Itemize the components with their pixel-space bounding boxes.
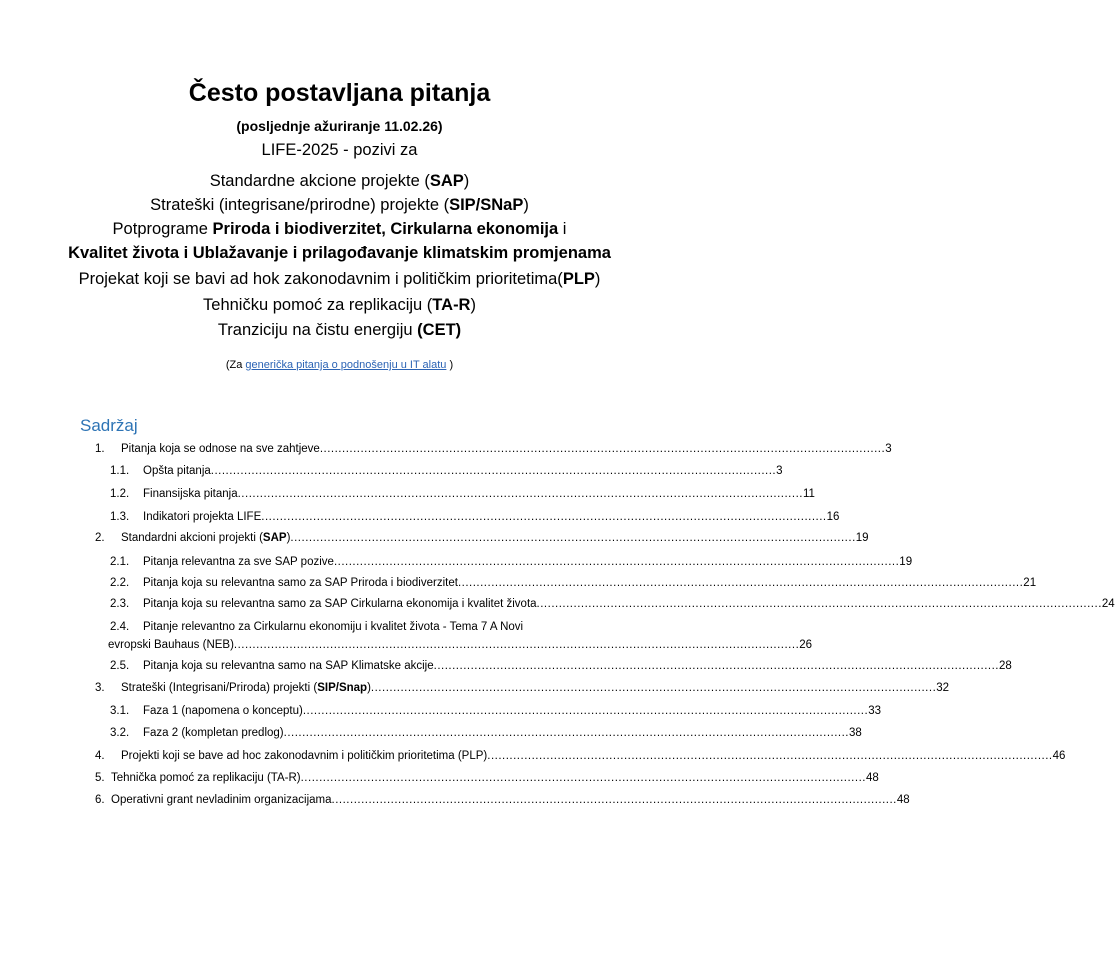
- toc-entry-page: 48: [896, 794, 910, 806]
- toc-entry-number: 1.3.: [110, 511, 130, 523]
- toc-entry[interactable]: [0, 488, 815, 506]
- toc-entry-label: Pitanja koja su relevantna samo na SAP Klimatske akcije: [143, 660, 434, 672]
- toc-entry-number: 2.: [95, 532, 105, 544]
- toc-entry-number: 2.1.: [110, 556, 130, 568]
- toc-entry[interactable]: [0, 772, 879, 790]
- toc-entry[interactable]: [0, 705, 881, 723]
- toc-leader: .........................................................................................................................................................: [319, 443, 886, 455]
- toc-entry-label: Faza 2 (kompletan predlog): [143, 727, 284, 739]
- toc-entry-number: 1.1.: [110, 465, 130, 477]
- toc-entry-label: Projekti koji se bave ad hoc zakonodavnim i političkim prioritetima (PLP): [121, 750, 488, 762]
- toc-entry[interactable]: [0, 682, 950, 700]
- toc-entry-number: 1.2.: [110, 488, 130, 500]
- toc-entry-label: Pitanja koja su relevantna samo za SAP Priroda i biodiverzitet: [143, 577, 458, 589]
- toc-entry-label: Pitanja koja su relevantna samo za SAP Cirkularna ekonomija i kvalitet života: [143, 598, 537, 610]
- toc-entry-label: Faza 1 (napomena o konceptu): [143, 705, 303, 717]
- call-line-plp: Projekat koji se bavi ad hok zakonodavnim i političkim prioritetima(PLP): [78, 270, 601, 288]
- toc-leader: .........................................................................................................................................................: [370, 682, 937, 694]
- toc-entry-label: Operativni grant nevladinim organizacijama: [111, 794, 332, 806]
- toc-entry-page: 33: [868, 705, 881, 717]
- call-line-ta-r: Tehničku pomoć za replikaciju (TA-R): [203, 296, 476, 314]
- toc-entry-number: 2.4.: [110, 621, 130, 633]
- toc-entry-label: Tehnička pomoć za replikaciju (TA-R): [111, 772, 301, 784]
- toc-entry-page: 28: [999, 660, 1012, 672]
- toc-entry-page: 32: [936, 682, 950, 694]
- it-tool-faq-link[interactable]: generička pitanja o podnošenju u IT alatu: [245, 359, 447, 371]
- toc-entry-page: 19: [899, 556, 913, 568]
- toc-entry[interactable]: [0, 660, 1012, 678]
- toc-entry-label: Indikatori projekta LIFE: [143, 511, 262, 523]
- toc-leader: .........................................................................................................................................................: [300, 772, 866, 784]
- call-line-sap: Standardne akcione projekte (SAP): [209, 172, 470, 190]
- toc-entry-label: evropski Bauhaus (NEB): [108, 639, 234, 651]
- toc-entry-page: 48: [865, 772, 879, 784]
- toc-entry-number: 2.2.: [110, 577, 130, 589]
- it-tool-note: (Za generička pitanja o podnošenju u IT alatu ): [225, 359, 454, 371]
- toc-leader: .........................................................................................................................................................: [457, 577, 1024, 589]
- toc-leader: .........................................................................................................................................................: [210, 465, 777, 477]
- calls-line: LIFE-2025 - pozivi za: [261, 141, 418, 159]
- toc-leader: .........................................................................................................................................................: [290, 532, 856, 544]
- toc-entry-number: 1.: [95, 443, 105, 455]
- toc-entry[interactable]: [0, 511, 840, 529]
- toc-entry-number: 6.: [95, 794, 105, 806]
- toc-leader: .........................................................................................................................................................: [233, 639, 800, 651]
- toc-entry-label-line1: Pitanje relevantno za Cirkularnu ekonomiju i kvalitet života - Tema 7 A Novi: [143, 621, 524, 633]
- toc-leader: .........................................................................................................................................................: [331, 794, 897, 806]
- toc-entry-number: 3.2.: [110, 727, 130, 739]
- toc-entry-page: 11: [802, 488, 815, 500]
- call-line-subprogrammes: Potprograme Priroda i biodiverzitet, Cirkularna ekonomija i: [112, 220, 567, 238]
- toc-entry-label: Pitanja koja se odnose na sve zahtjeve: [121, 443, 320, 455]
- toc-entry[interactable]: [0, 621, 813, 657]
- toc-entry-label: Strateški (Integrisani/Priroda) projekti (SIP/Snap): [121, 682, 371, 694]
- toc-entry[interactable]: [0, 556, 913, 574]
- toc-leader: .........................................................................................................................................................: [237, 488, 803, 500]
- toc-entry-label: Standardni akcioni projekti (SAP): [121, 532, 291, 544]
- toc-entry[interactable]: [0, 794, 910, 812]
- toc-entry-page: 3: [885, 443, 892, 455]
- toc-heading: Sadržaj: [80, 416, 138, 435]
- toc-entry-number: 2.5.: [110, 660, 130, 672]
- last-updated: (posljednje ažuriranje 11.02.26): [236, 118, 443, 134]
- toc-entry-page: 16: [826, 511, 840, 523]
- toc-entry-label: Opšta pitanja: [143, 465, 211, 477]
- toc-leader: .........................................................................................................................................................: [283, 727, 849, 739]
- toc-entry-number: 3.1.: [110, 705, 130, 717]
- toc-entry[interactable]: [0, 443, 892, 461]
- toc-leader: .........................................................................................................................................................: [261, 511, 827, 523]
- toc-leader: .........................................................................................................................................................: [302, 705, 869, 717]
- toc-entry[interactable]: [0, 727, 862, 745]
- toc-entry[interactable]: [0, 598, 1115, 616]
- toc-entry-page: 46: [1052, 750, 1066, 762]
- toc-entry-page: 3: [776, 465, 783, 477]
- toc-leader: .........................................................................................................................................................: [536, 598, 1102, 610]
- toc-entry-number: 3.: [95, 682, 105, 694]
- toc-entry-number: 4.: [95, 750, 105, 762]
- toc-leader: .........................................................................................................................................................: [487, 750, 1053, 762]
- call-line-cet: Tranziciju na čistu energiju (CET): [217, 321, 462, 339]
- toc-entry-page: 26: [799, 639, 813, 651]
- toc-entry-number: 2.3.: [110, 598, 130, 610]
- call-line-sip: Strateški (integrisane/prirodne) projekte (SIP/SNaP): [150, 196, 529, 214]
- call-line-quality-of-life: Kvalitet života i Ublažavanje i prilagođavanje klimatskim promjenama: [68, 244, 611, 262]
- toc-entry[interactable]: [0, 465, 783, 483]
- toc-entry[interactable]: [0, 577, 1037, 595]
- toc-entry-label: Pitanja relevantna za sve SAP pozive: [143, 556, 334, 568]
- toc-entry-page: 19: [855, 532, 869, 544]
- toc-entry-number: 5.: [95, 772, 105, 784]
- toc-entry[interactable]: [0, 750, 1066, 768]
- toc-entry-page: 21: [1023, 577, 1037, 589]
- toc-entry-page: 24: [1101, 598, 1115, 610]
- toc-leader: .........................................................................................................................................................: [433, 660, 999, 672]
- toc-leader: .........................................................................................................................................................: [333, 556, 900, 568]
- page-title: Često postavljana pitanja: [188, 79, 491, 107]
- toc-entry[interactable]: [0, 532, 869, 550]
- toc-entry-page: 38: [849, 727, 862, 739]
- toc-entry-label: Finansijska pitanja: [143, 488, 238, 500]
